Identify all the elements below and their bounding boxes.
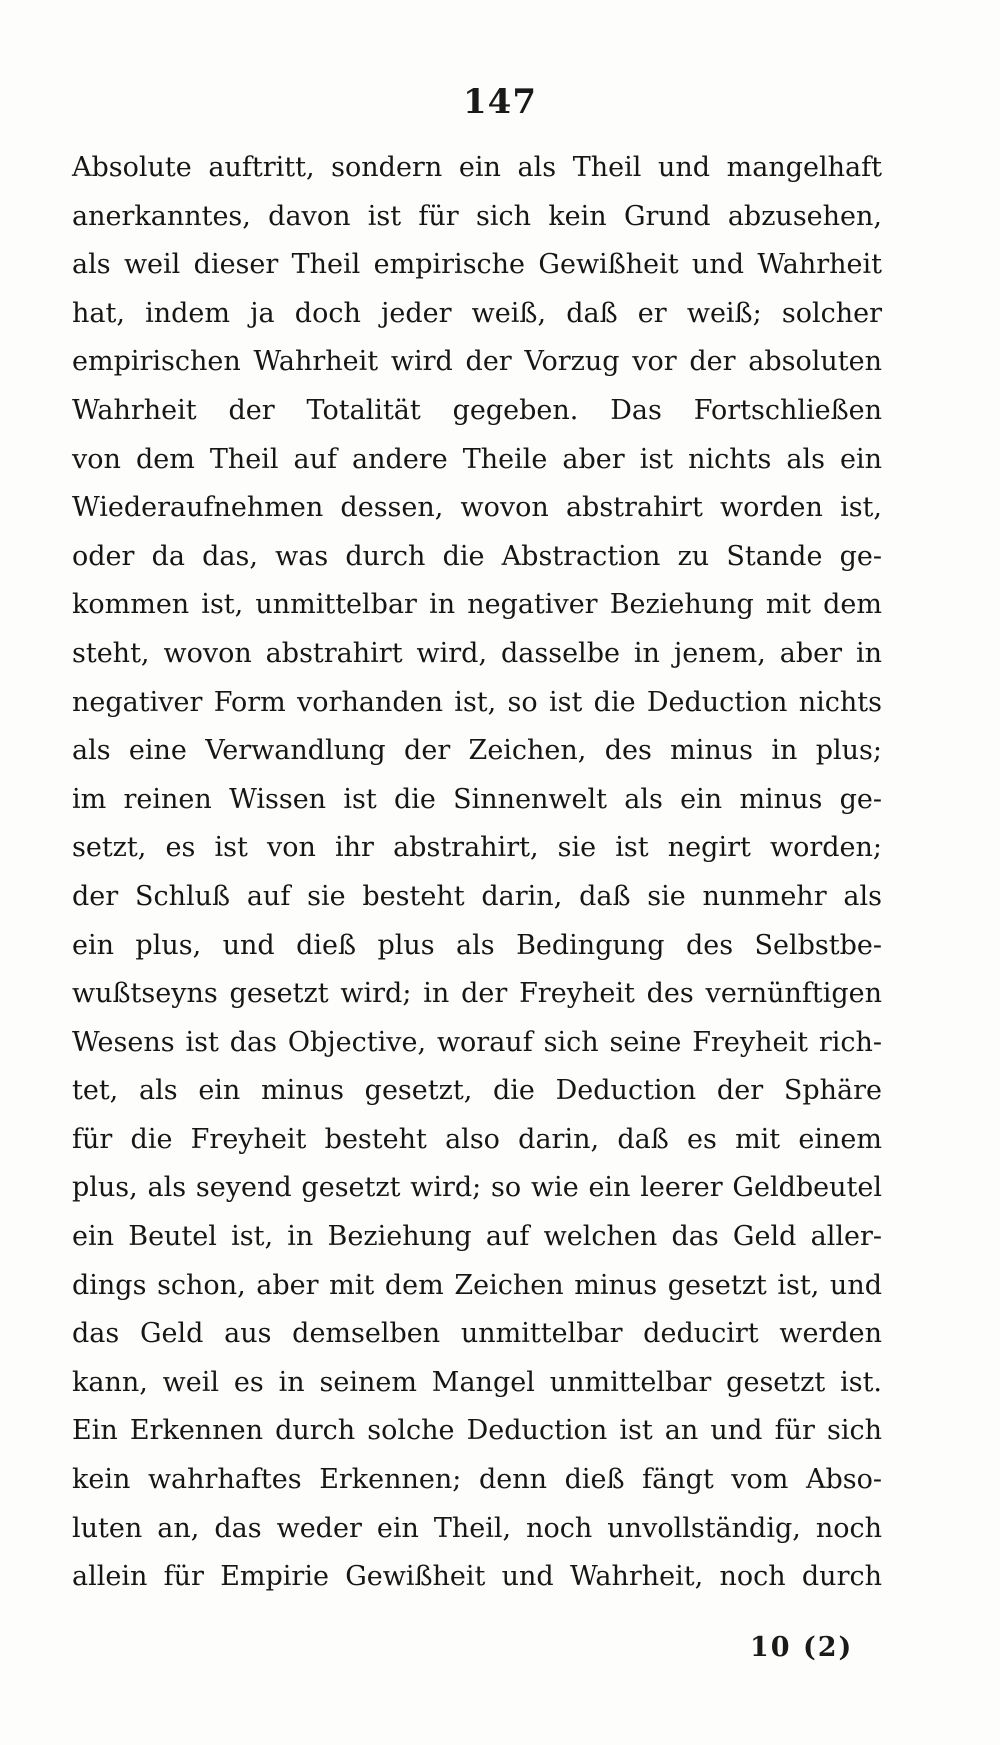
text-line: allein für Empirie Gewißheit und Wahrheit, noch durch [72,1561,882,1593]
text-line: tet, als ein minus gesetzt, die Deduction der Sphäre [72,1075,882,1107]
text-line: dings schon, aber mit dem Zeichen minus gesetzt ist, und [72,1269,882,1301]
text-line: oder da das, was durch die Abstraction zu Stande ge- [72,540,882,572]
text-line: kommen ist, unmittelbar in negativer Beziehung mit dem [72,589,882,621]
text-line: für die Freyheit besteht also darin, daß es mit einem [72,1123,882,1155]
text-line: Absolute auftritt, sondern ein als Theil und mangelhaft [72,152,882,183]
text-line: im reinen Wissen ist die Sinnenwelt als ein minus ge- [72,783,882,815]
text-line: der Schluß auf sie besteht darin, daß sie nunmehr als [72,880,882,912]
text-line: ein Beutel ist, in Beziehung auf welchen das Geld aller- [72,1221,882,1253]
text-line: steht, wovon abstrahirt wird, dasselbe in jenem, aber in [72,637,882,669]
text-line: plus, als seyend gesetzt wird; so wie ein leerer Geldbeutel [72,1172,882,1204]
text-line: anerkanntes, davon ist für sich kein Grund abzusehen, [72,200,882,232]
text-line: Wesens ist das Objective, worauf sich seine Freyheit rich- [72,1026,882,1058]
text-line: kein wahrhaftes Erkennen; denn dieß fängt vom Abso- [72,1464,882,1496]
signature-mark: 10 (2) [750,1632,854,1663]
text-line: Wahrheit der Totalität gegeben. Das Fortschließen [72,394,882,426]
text-line: als eine Verwandlung der Zeichen, des minus in plus; [72,735,882,767]
text-line: von dem Theil auf andere Theile aber ist nichts als ein [72,443,882,475]
text-line: negativer Form vorhanden ist, so ist die Deduction nichts [72,686,882,718]
body-text [72,144,882,1602]
text-line: luten an, das weder ein Theil, noch unvollständig, noch [72,1512,882,1544]
text-line: ein plus, und dieß plus als Bedingung des Selbstbe- [72,929,882,961]
text-line: kann, weil es in seinem Mangel unmittelbar gesetzt ist. [72,1366,882,1398]
text-line: hat, indem ja doch jeder weiß, daß er weiß; solcher [72,297,882,329]
text-line: wußtseyns gesetzt wird; in der Freyheit des vernünftigen [72,978,882,1010]
text-line: das Geld aus demselben unmittelbar deducirt werden [72,1318,882,1350]
text-line: setzt, es ist von ihr abstrahirt, sie ist negirt worden; [72,832,882,864]
page-number: 147 [463,82,537,122]
text-line: Ein Erkennen durch solche Deduction ist an und für sich [72,1415,882,1447]
text-line: empirischen Wahrheit wird der Vorzug vor der absoluten [72,346,882,378]
text-line: als weil dieser Theil empirische Gewißheit und Wahrheit [72,249,882,281]
text-line: Wiederaufnehmen dessen, wovon abstrahirt worden ist, [72,492,882,524]
